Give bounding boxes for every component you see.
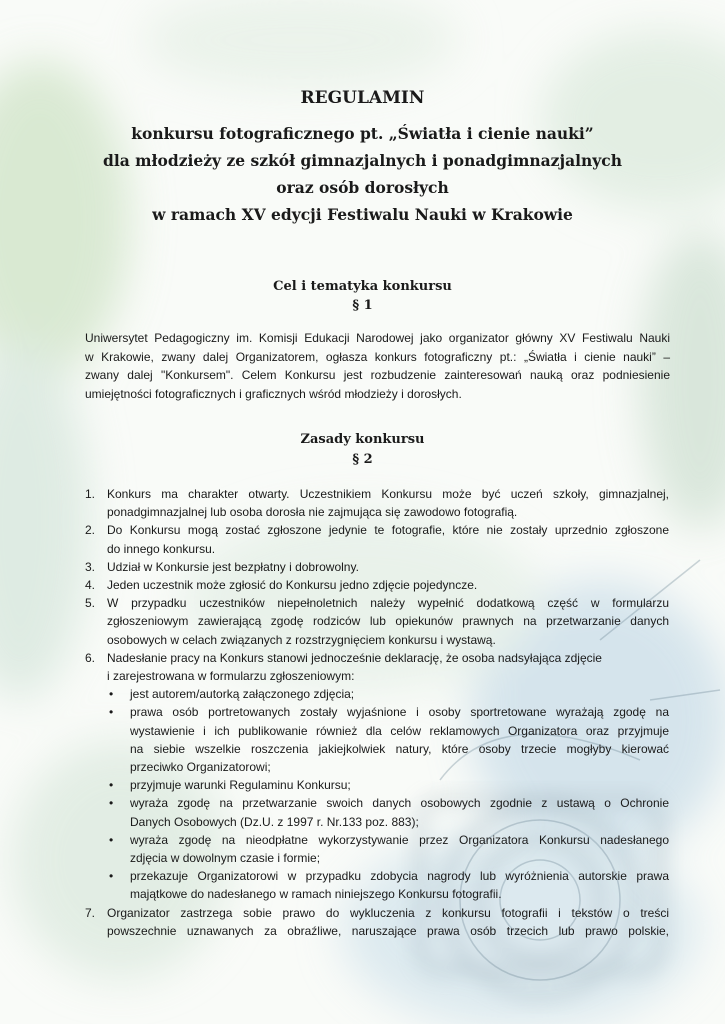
list-item-line: ponadgimnazjalnej lub osoba dorosła nie zajmująca się zawodowo fotografią. — [107, 505, 518, 520]
list-item-number: 3. — [85, 559, 96, 574]
list-item-line: Konkurs ma charakter otwarty. Uczestnikiem Konkursu może być uczeń szkoły, gimnazjalnej, — [107, 487, 669, 501]
paragraph-line: zwany dalej "Konkursem". Celem Konkursu jest rozbudzenie zainteresowań nauką oraz podniesienie — [85, 368, 670, 382]
bullet-line: prawa osób portretowanych zostały wyjaśnione i osoby sportretowane wyrażają zgodę na — [130, 705, 669, 720]
declaration-bullets — [107, 685, 669, 903]
list-item — [85, 521, 669, 557]
bullet-item — [107, 831, 669, 867]
paragraph-line: Uniwersytet Pedagogiczny im. Komisji Edukacji Narodowej jako organizator główny XV Festiwalu Nauki — [85, 331, 670, 345]
bullet-item — [107, 867, 669, 903]
list-item-line: Organizator zastrzega sobie prawo do wykluczenia z konkursu fotografii i tekstów o treści — [107, 905, 669, 920]
list-item-number: 2. — [85, 523, 96, 538]
list-item — [85, 594, 669, 649]
bullet-icon: • — [109, 778, 114, 793]
bullet-icon: • — [109, 687, 114, 702]
bullet-line: wystawienie i ich publikowanie również dla celów reklamowych Organizatora oraz przyjmuje — [130, 723, 669, 738]
bullet-line: na siebie wszelkie roszczenia jakiejkolwiek natury, które osoby trzecie mogłyby kierować — [130, 741, 669, 756]
bullet-icon: • — [109, 832, 114, 847]
bullet-line: wyraża zgodę na nieodpłatne wykorzystywanie przez Organizatora Konkursu nadesłanego — [130, 832, 669, 847]
list-item — [85, 649, 669, 904]
subtitle-line: dla młodzieży ze szkół gimnazjalnych i ponadgimnazjalnych — [102, 151, 623, 170]
section1-heading: Cel i tematyka konkursu — [273, 279, 452, 294]
list-item-line: zgłoszeniowym zawierającą zgodę rodziców lub opiekunów prawnych na przetwarzanie danych — [107, 614, 669, 629]
bullet-line: wyraża zgodę na przetwarzanie swoich danych osobowych zgodnie z ustawą o Ochronie — [130, 796, 669, 811]
bullet-icon: • — [109, 705, 114, 720]
list-item-number: 4. — [85, 578, 96, 593]
bullet-line: przekazuje Organizatorowi w przypadku zdobycia nagrody lub wyróżnienia autorskie prawa — [130, 869, 669, 884]
bullet-line: przeciwko Organizatorowi; — [130, 760, 271, 775]
bullet-line: zdjęcia w dowolnym czasie i formie; — [130, 851, 321, 866]
list-item-line: Udział w Konkursie jest bezpłatny i dobrowolny. — [107, 559, 359, 574]
list-item-number: 5. — [85, 596, 96, 611]
bullet-icon: • — [109, 869, 114, 884]
bullet-line: przyjmuje warunki Regulaminu Konkursu; — [130, 778, 351, 793]
section2-paragraph-sign: § 2 — [352, 452, 373, 467]
bullet-line: Danych Osobowych (Dz.U. z 1997 r. Nr.133 poz. 883); — [130, 814, 419, 829]
list-item — [85, 904, 669, 940]
list-item-number: 6. — [85, 650, 96, 665]
paragraph-line: umiejętności fotograficznych i graficznych wśród młodzieży i dorosłych. — [85, 386, 462, 401]
list-item-line: do innego konkursu. — [107, 541, 216, 556]
bullet-icon: • — [109, 796, 114, 811]
list-item — [85, 485, 669, 521]
list-item-line: powszechnie uznawanych za obraźliwe, naruszające prawa osób trzecich lub prawo polskie, — [107, 923, 669, 938]
bullet-item — [107, 776, 669, 794]
list-item-number: 1. — [85, 487, 96, 501]
list-item-line: osobowych w celach związanych z rozstrzygnięciem konkursu i wystawą. — [107, 632, 496, 647]
subtitle-line: w ramach XV edycji Festiwalu Nauki w Krakowie — [152, 205, 573, 224]
bullet-line: jest autorem/autorką załączonego zdjęcia; — [130, 687, 355, 702]
bullet-line: majątkowe do nadesłanego w ramach niniejszego Konkursu fotografii. — [130, 887, 502, 902]
bullet-item — [107, 703, 669, 776]
list-item-line: Do Konkursu mogą zostać zgłoszone jedynie te fotografie, które nie zostały uprzednio zgłoszone — [107, 523, 669, 538]
bullet-item — [107, 685, 669, 703]
bullet-item — [107, 794, 669, 830]
list-item-number: 7. — [85, 905, 96, 920]
subtitle-line: oraz osób dorosłych — [276, 178, 449, 197]
section1-paragraph — [85, 329, 670, 403]
document-title: REGULAMIN — [300, 88, 425, 108]
section1-paragraph-sign: § 1 — [352, 298, 373, 313]
list-item — [85, 576, 669, 594]
document-subtitle — [60, 120, 665, 228]
subtitle-line: konkursu fotograficznego pt. „Światła i cienie nauki” — [131, 124, 594, 143]
paragraph-line: w Krakowie, zwany dalej Organizatorem, ogłasza konkurs fotograficzny pt.: „Światła i cienie nauki” – — [85, 349, 670, 364]
list-item-line: i zarejestrowana w formularzu zgłoszeniowym: — [107, 669, 355, 684]
section2-heading: Zasady konkursu — [300, 432, 425, 447]
list-item-line: Nadesłanie pracy na Konkurs stanowi jednocześnie deklarację, że osoba nadsyłająca zdjęcie — [107, 650, 602, 665]
rules-list — [85, 485, 669, 940]
list-item-line: W przypadku uczestników niepełnoletnich należy wypełnić dodatkową część w formularzu — [107, 596, 669, 611]
list-item-line: Jeden uczestnik może zgłosić do Konkursu jedno zdjęcie pojedyncze. — [107, 578, 478, 593]
list-item — [85, 558, 669, 576]
